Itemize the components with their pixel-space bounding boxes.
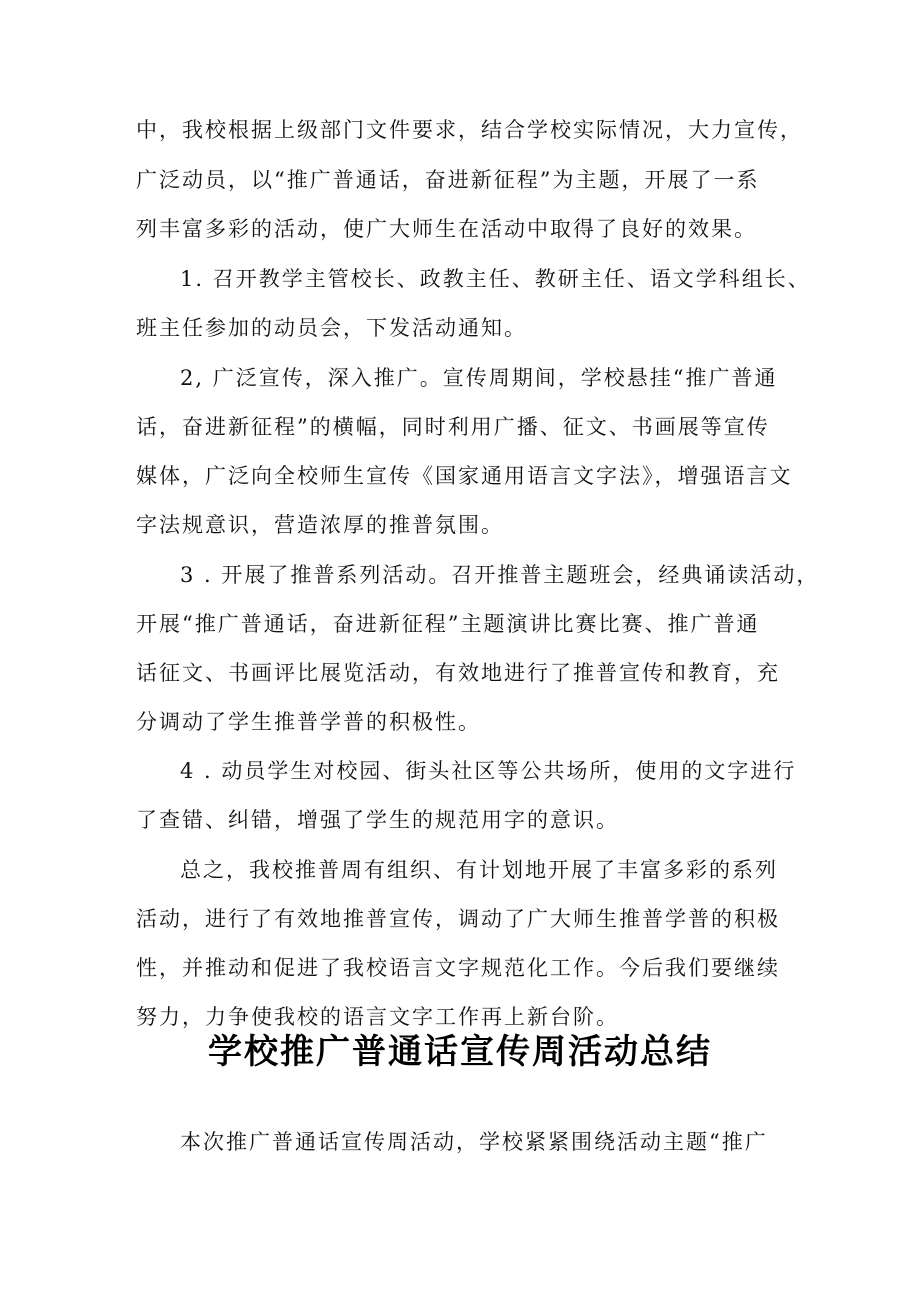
- paragraph-line: 4 . 动员学生对校园、街头社区等公共场所，使用的文字进行: [180, 759, 797, 783]
- paragraph-line: 媒体，广泛向全校师生宣传《国家通用语言文字法》，增强语言文: [136, 464, 793, 488]
- paragraph-line: 列丰富多彩的活动，使广大师生在活动中取得了良好的效果。: [136, 217, 757, 241]
- paragraph-line: 话征文、书画评比展览活动，有效地进行了推普宣传和教育，充: [136, 661, 780, 685]
- paragraph-line: 本次推广普通话宣传周活动，学校紧紧围绕活动主题“推广: [180, 1130, 768, 1154]
- paragraph-line: 话，奋进新征程”的横幅，同时利用广播、征文、书画展等宣传: [136, 415, 770, 439]
- paragraph-line: 1. 召开教学主管校长、政教主任、教研主任、语文学科组长、: [180, 267, 811, 291]
- paragraph-line: 中，我校根据上级部门文件要求，结合学校实际情况，大力宣传，: [136, 118, 803, 142]
- paragraph-line: 努力，力争使我校的语言文字工作再上新台阶。: [136, 1005, 619, 1029]
- paragraph-line: 字法规意识，营造浓厚的推普氛围。: [136, 513, 504, 537]
- paragraph-line: 了查错、纠错，增强了学生的规范用字的意识。: [136, 808, 619, 832]
- paragraph-line: 性，并推动和促进了我校语言文字规范化工作。今后我们要继续: [136, 956, 780, 980]
- paragraph-line: 2, 广泛宣传，深入推广。宣传周期间，学校悬挂“推广普通: [180, 366, 778, 390]
- paragraph-line: 广泛动员，以“推广普通话，奋进新征程”为主题，开展了一系: [136, 168, 760, 192]
- paragraph-line: 总之，我校推普周有组织、有计划地开展了丰富多彩的系列: [180, 858, 778, 882]
- paragraph-line: 3 . 开展了推普系列活动。召开推普主题班会，经典诵读活动，: [180, 563, 820, 587]
- paragraph-line: 开展“推广普通话，奋进新征程”主题演讲比赛比赛、推广普通: [136, 612, 760, 636]
- section-title: 学校推广普通话宣传周活动总结: [208, 1032, 712, 1072]
- paragraph-line: 分调动了学生推普学普的积极性。: [136, 710, 481, 734]
- paragraph-line: 班主任参加的动员会，下发活动通知。: [136, 316, 527, 340]
- paragraph-line: 活动，进行了有效地推普宣传，调动了广大师生推普学普的积极: [136, 907, 780, 931]
